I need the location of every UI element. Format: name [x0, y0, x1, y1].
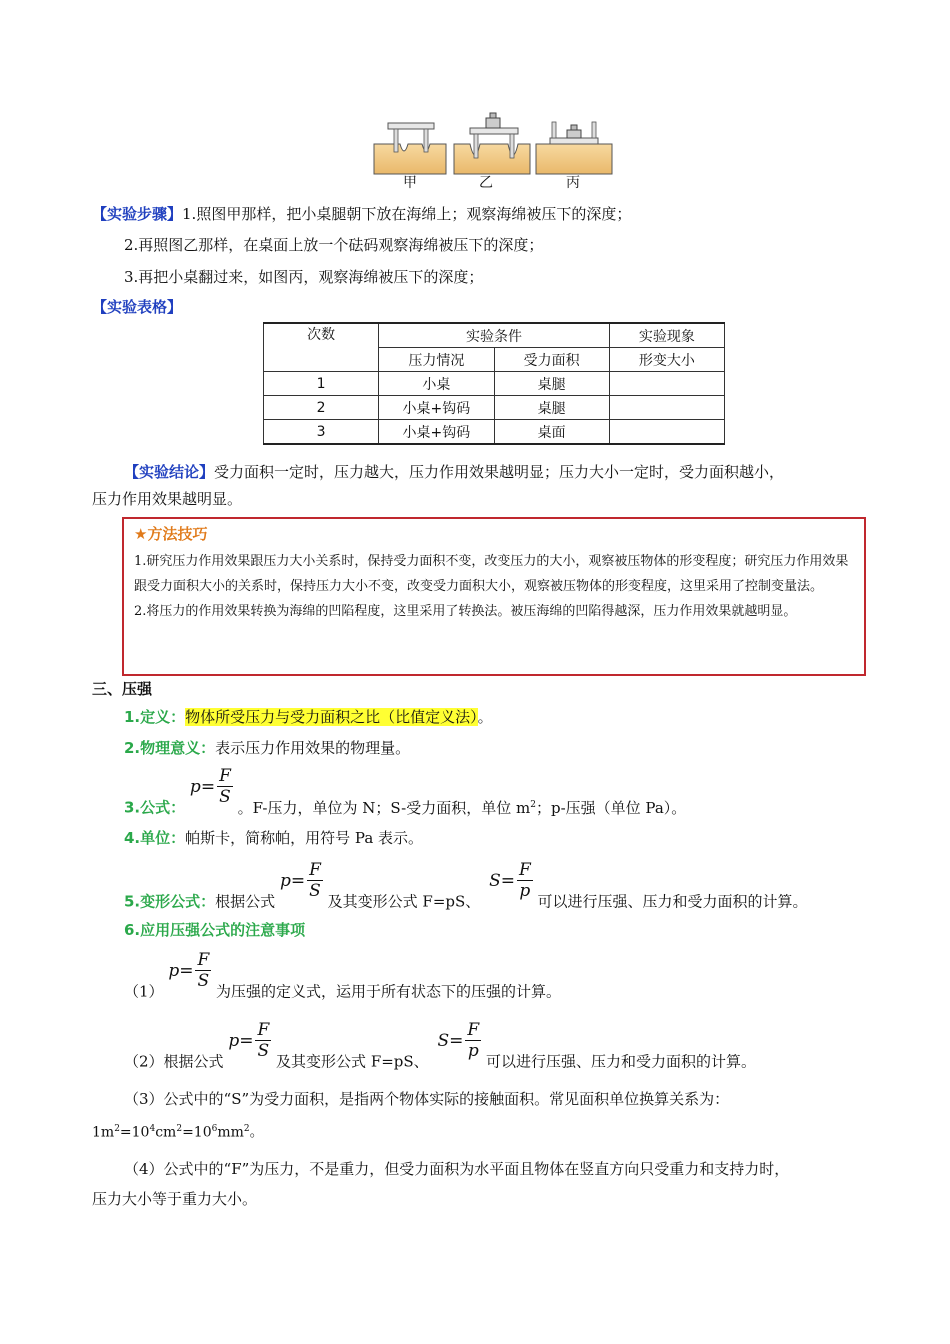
conclusion-heading: 【实验结论】: [124, 463, 215, 481]
math-eq: =: [200, 776, 216, 797]
math-numerator: F: [197, 950, 210, 970]
math-denominator: S: [219, 787, 231, 807]
formula-fraction: [217, 766, 233, 807]
cell-pressure: 小桌+钩码: [379, 396, 494, 420]
table-row: [264, 420, 725, 445]
cell-index: 3: [264, 420, 379, 445]
formula-text-b: ；p-压强（单位 Pa）。: [535, 798, 687, 817]
section-title: 三、压强: [92, 680, 153, 698]
formula-text-a: 。F-压力，单位为 N；S-受力面积，单位 m: [237, 798, 531, 817]
formula-sup: 2: [530, 799, 536, 810]
math-p: p: [189, 776, 201, 797]
unit-line: [124, 827, 423, 849]
unit-eq-1: =10: [119, 1124, 150, 1141]
th-pressure: 压力情况: [379, 348, 494, 372]
unit-text: 帕斯卡，简称帕，用符号 Pa 表示。: [185, 829, 424, 847]
math-numerator: F: [257, 1020, 270, 1040]
definition-end: 。: [477, 708, 493, 726]
variant-label: 5.变形公式：: [124, 892, 216, 911]
th-index: 次数: [264, 323, 379, 372]
math-eq: =: [239, 1030, 254, 1051]
meaning-line: [124, 737, 410, 759]
math-p: p: [228, 1030, 240, 1051]
definition-label: 1.定义：: [124, 708, 186, 726]
note-3-line-1: （3）公式中的“S”为受力面积，是指两个物体实际的接触面积。常见面积单位换算关系为：: [124, 1090, 730, 1108]
figure-label-yi: 乙: [479, 175, 493, 191]
sup-4: 4: [149, 1124, 156, 1134]
note-2-prefix: （2）根据公式: [124, 1052, 224, 1071]
formula-lhs: [190, 777, 215, 797]
steps-heading: 【实验步骤】: [92, 205, 183, 223]
tips-title: ★方法技巧: [134, 525, 208, 543]
note-1-text: 为压强的定义式，运用于所有状态下的压强的计算。: [216, 982, 562, 1001]
tips-body: [134, 549, 858, 624]
variant-line: [124, 860, 808, 912]
steps-line-1: [92, 203, 631, 225]
note-4-line-1: （4）公式中的“F”为压力，不是重力，但受力面积为水平面且物体在竖直方向只受重力和支持力时，: [124, 1160, 790, 1178]
cell-area: 桌腿: [494, 372, 609, 396]
formula-text: [238, 799, 687, 817]
figure-label-jia: 甲: [403, 175, 417, 191]
unit-m: 1m: [92, 1124, 115, 1141]
cell-deform: [609, 372, 724, 396]
step-1: 1.照图甲那样，把小桌腿朝下放在海绵上；观察海绵被压下的深度；: [182, 205, 632, 223]
math-denominator: S: [309, 881, 321, 901]
table-heading-text: 【实验表格】: [92, 298, 183, 316]
math-s: S: [489, 870, 501, 891]
method-tips-box: [122, 517, 866, 676]
note-3-units: [92, 1118, 264, 1144]
sup-6: 6: [211, 1124, 218, 1134]
conclusion-line-1: [124, 461, 784, 483]
notes-title-line: [124, 919, 305, 941]
step-3: 3.再把小桌翻过来，如图丙，观察海绵被压下的深度；: [124, 268, 484, 286]
conclusion-text-2: 压力作用效果越明显。: [92, 490, 243, 508]
variant-text-a: 根据公式: [215, 892, 276, 911]
formula-p-eq-f-over-s: [190, 766, 233, 807]
math-denominator: S: [197, 971, 210, 991]
note-2-formula-s: [437, 1020, 481, 1061]
figure-yi: [454, 113, 530, 174]
note-2: [124, 1020, 756, 1072]
definition-line: [124, 706, 493, 728]
cell-deform: [609, 420, 724, 445]
tips-paragraph-1: 1.研究压力作用效果跟压力大小关系时，保持受力面积不变，改变压力的大小，观察被压物体的形变程度；研究压力作用效果跟受力面积大小的关系时，保持压力大小不变，改变受力面积大小，观察被压物体的形变程度，这里采用了控制变量法。: [134, 554, 849, 594]
math-numerator: F: [219, 766, 231, 786]
math-s: S: [437, 1030, 450, 1051]
math-eq: =: [449, 1030, 464, 1051]
figure-bing: [536, 122, 612, 174]
note-1-formula: [168, 950, 211, 991]
unit-mm: mm: [217, 1124, 244, 1141]
note-2-text-b: 及其变形公式 F=pS、: [276, 1052, 429, 1071]
math-numerator: F: [467, 1020, 480, 1040]
note-2-formula-p: [228, 1020, 271, 1061]
table-row: [264, 372, 725, 396]
math-p: p: [168, 960, 180, 981]
th-deform: 形变大小: [609, 348, 724, 372]
meaning-label: 2.物理意义：: [124, 739, 216, 757]
note-1-prefix: （1）: [124, 982, 164, 1001]
math-numerator: F: [309, 860, 321, 880]
step-2: 2.再照图乙那样，在桌面上放一个砝码观察海绵被压下的深度；: [124, 236, 544, 254]
experiment-table: [263, 322, 725, 445]
definition-text: 物体所受压力与受力面积之比（比值定义法）: [185, 708, 478, 726]
figure-label-bing: 丙: [566, 175, 580, 191]
table-heading: [92, 296, 182, 318]
meaning-text: 表示压力作用效果的物理量。: [215, 739, 411, 757]
sup-2: 2: [114, 1124, 120, 1134]
variant-formula-s: [489, 860, 533, 901]
th-condition: 实验条件: [379, 323, 610, 348]
formula-line: [124, 766, 686, 818]
variant-text-b: 及其变形公式 F=pS、: [327, 892, 481, 911]
sup-2: 2: [243, 1124, 250, 1134]
tips-paragraph-2: 2.将压力的作用效果转换为海绵的凹陷程度，这里采用了转换法。被压海绵的凹陷得越深，压力作用效果就越明显。: [134, 604, 797, 619]
figure-jia: [374, 123, 446, 174]
math-eq: =: [500, 870, 515, 891]
unit-label: 4.单位：: [124, 829, 186, 847]
math-numerator: F: [518, 860, 531, 880]
table-row: [264, 396, 725, 420]
math-eq: =: [179, 960, 194, 981]
math-p: p: [279, 870, 291, 891]
math-denominator: p: [467, 1041, 479, 1061]
variant-formula-p: [280, 860, 323, 901]
conclusion-text-1: 受力面积一定时，压力越大，压力作用效果越明显；压力大小一定时，受力面积越小，: [214, 463, 785, 481]
formula-label: 3.公式：: [124, 798, 186, 817]
cell-area: 桌面: [494, 420, 609, 445]
note-4-line-2: 压力大小等于重力大小。: [92, 1190, 258, 1208]
cell-area: 桌腿: [494, 396, 609, 420]
sup-2: 2: [176, 1124, 183, 1134]
variant-text-c: 可以进行压强、压力和受力面积的计算。: [537, 892, 808, 911]
cell-index: 1: [264, 372, 379, 396]
cell-pressure: 小桌+钩码: [379, 420, 494, 445]
math-denominator: S: [257, 1041, 270, 1061]
th-area: 受力面积: [494, 348, 609, 372]
unit-end: 。: [249, 1124, 264, 1141]
math-eq: =: [290, 870, 306, 891]
note-1: [124, 950, 561, 1002]
cell-pressure: 小桌: [379, 372, 494, 396]
unit-cm: cm: [155, 1124, 177, 1141]
math-denominator: p: [519, 881, 531, 901]
unit-eq-2: =10: [182, 1124, 212, 1141]
notes-title: 6.应用压强公式的注意事项: [124, 921, 306, 939]
cell-index: 2: [264, 396, 379, 420]
cell-deform: [609, 396, 724, 420]
th-phenomenon: 实验现象: [609, 323, 724, 348]
note-2-text-c: 可以进行压强、压力和受力面积的计算。: [485, 1052, 756, 1071]
